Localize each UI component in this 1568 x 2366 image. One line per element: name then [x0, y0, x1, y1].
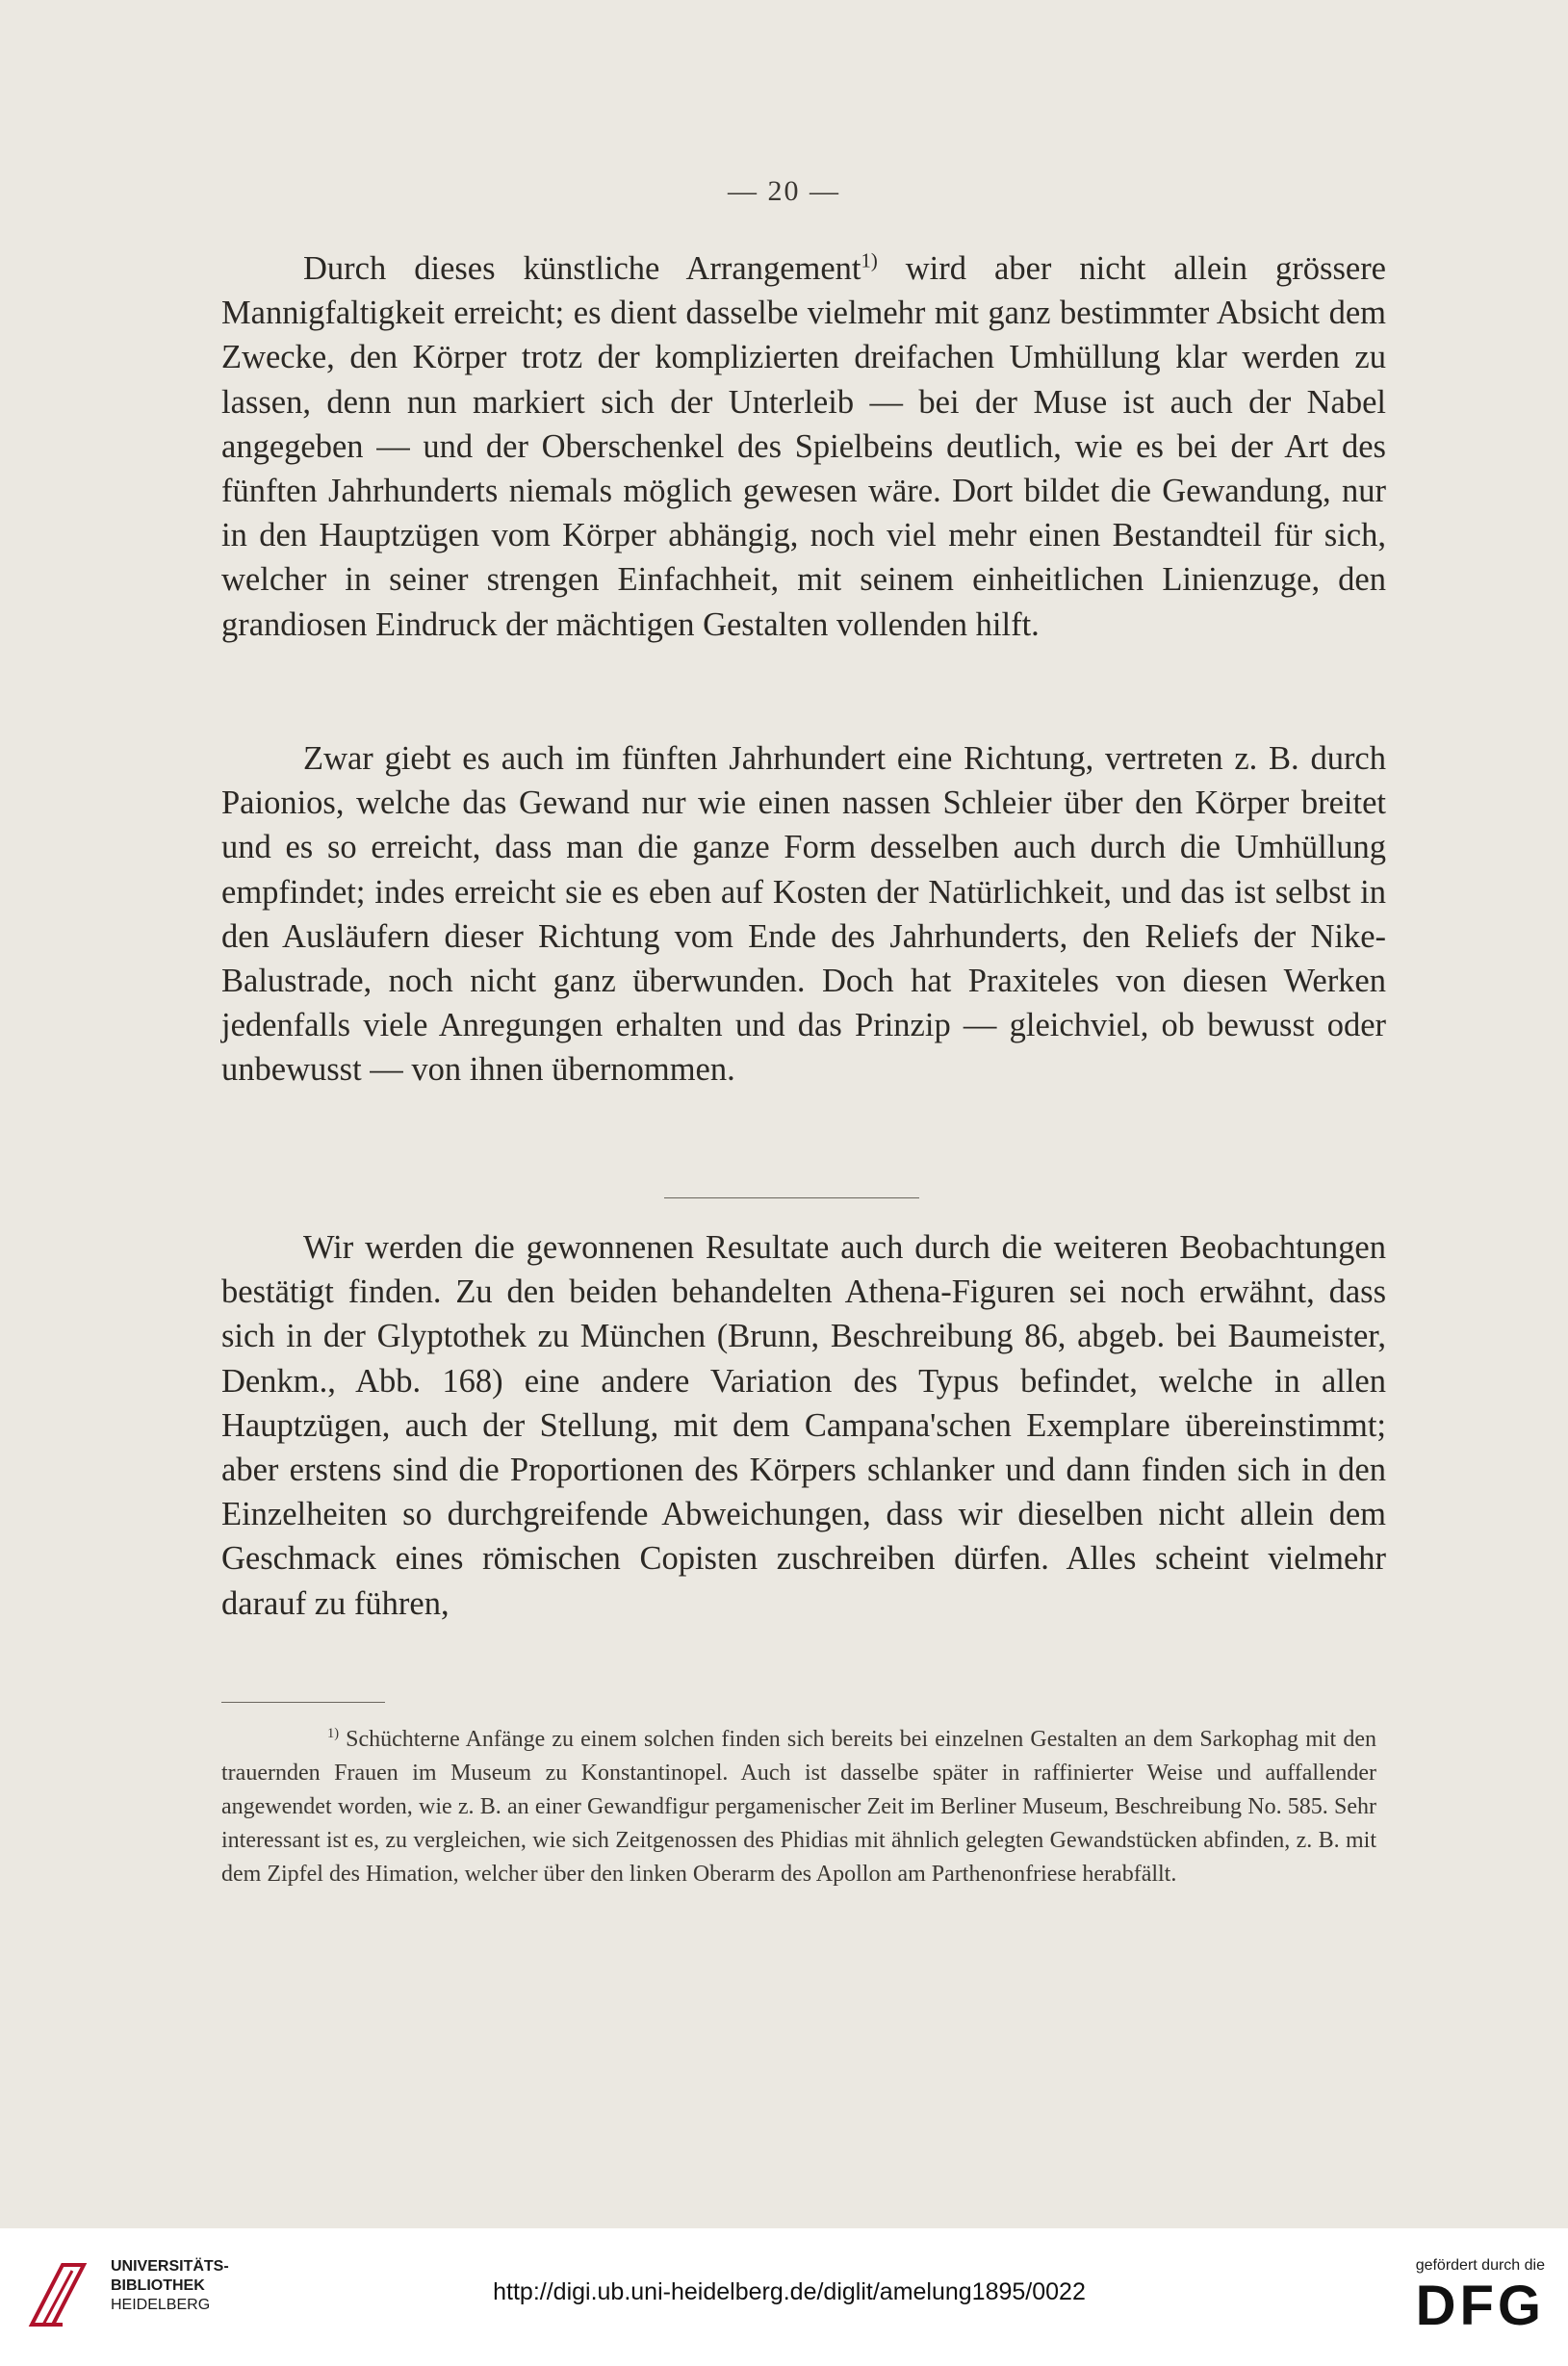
dfg-wordmark: DFG — [1415, 2275, 1545, 2337]
footnote-rule — [221, 1702, 385, 1703]
library-name-line2: BIBLIOTHEK — [111, 2277, 205, 2294]
dfg-logo[interactable] — [1372, 2257, 1545, 2338]
paragraph-1-start: Durch dieses künstliche Arrangement — [303, 250, 861, 287]
library-logo[interactable] — [24, 2257, 229, 2344]
footer-bar — [0, 2228, 1568, 2366]
library-emblem-icon — [24, 2257, 91, 2334]
paragraph-2: Zwar giebt es auch im fünften Jahrhundert eine Richtung, vertreten z. B. durch Paionios, welche das Gewand nur wie einen nassen Schleier über den Körper breitet und es so erreicht, dass man die ganze Form desselben auch durch die Umhüllung empfindet; indes erreicht sie es eben auf Kosten der Natürlichkeit, und das ist selbst in den Ausläufern dieser Richtung vom Ende des Jahrhunderts, den Reliefs der Nike-Balustrade, noch nicht ganz überwunden. Doch hat Praxiteles von diesen Werken jedenfalls viele Anregungen erhalten und das Prinzip — gleichviel, ob bewusst oder unbewusst — von ihnen übernommen. — [221, 740, 1386, 1089]
funding-caption: gefördert durch die — [1415, 2257, 1545, 2274]
library-name-line3: HEIDELBERG — [111, 2297, 211, 2313]
source-url-link[interactable]: http://digi.ub.uni-heidelberg.de/diglit/amelung1895/0022 — [493, 2278, 1086, 2305]
footnote-reference[interactable]: 1) — [861, 250, 878, 272]
paragraph-1 — [221, 246, 1386, 647]
paragraph-1-rest: wird aber nicht allein grössere Mannigfaltigkeit erreicht; es dient dasselbe vielmehr mit ganz bestimmter Absicht dem Zwecke, den Körper trotz der komplizierten dreifachen Umhüllung klar werden zu lassen, denn nun markiert sich der Unterleib — bei der Muse ist auch der Nabel angegeben — und der Oberschenkel des Spielbeins deutlich, wie es bei der Art des fünften Jahrhunderts niemals möglich gewesen wäre. Dort bildet die Gewandung, nur in den Hauptzügen vom Körper abhängig, noch viel mehr einen Bestandteil für sich, welcher in seiner strengen Einfachheit, mit seinem einheitlichen Linienzuge, den grandiosen Eindruck der mächtigen Gestalten vollenden hilft. — [221, 250, 1386, 643]
library-name-line1: UNIVERSITÄTS- — [111, 2258, 229, 2275]
page-number: — 20 — — [728, 175, 840, 207]
footnote — [221, 1723, 1376, 1891]
library-name — [111, 2257, 229, 2315]
footnote-text: Schüchterne Anfänge zu einem solchen finden sich bereits bei einzelnen Gestalten an dem Sarkophag mit den trauernden Frauen im Museum zu Konstantinopel. Auch ist dasselbe später in raffinierter Weise und auffallender angewendet worden, wie z. B. an einer Gewandfigur pergamenischer Zeit im Berliner Museum, Beschreibung No. 585. Sehr interessant ist es, zu vergleichen, wie sich Zeitgenossen des Phidias mit ähnlich gelegten Gewandstücken abfinden, z. B. mit dem Zipfel des Himation, welcher über den linken Oberarm des Apollon am Parthenonfriese herabfällt. — [221, 1727, 1376, 1887]
footnote-marker: 1) — [327, 1726, 339, 1741]
paragraph-3: Wir werden die gewonnenen Resultate auch durch die weiteren Beobachtungen bestätigt finden. Zu den beiden behandelten Athena-Figuren sei noch erwähnt, dass sich in der Glyptothek zu München (Brunn, Beschreibung 86, abgeb. bei Baumeister, Denkm., Abb. 168) eine andere Variation des Typus befindet, welche in allen Hauptzügen, auch der Stellung, mit dem Campana'schen Exemplare übereinstimmt; aber erstens sind die Proportionen des Körpers schlanker und dann finden sich in den Einzelheiten so durchgreifende Abweichungen, dass wir dieselben nicht allein dem Geschmack eines römischen Copisten zuschreiben dürfen. Alles scheint vielmehr darauf zu führen, — [221, 1229, 1386, 1622]
section-separator — [664, 1197, 919, 1198]
